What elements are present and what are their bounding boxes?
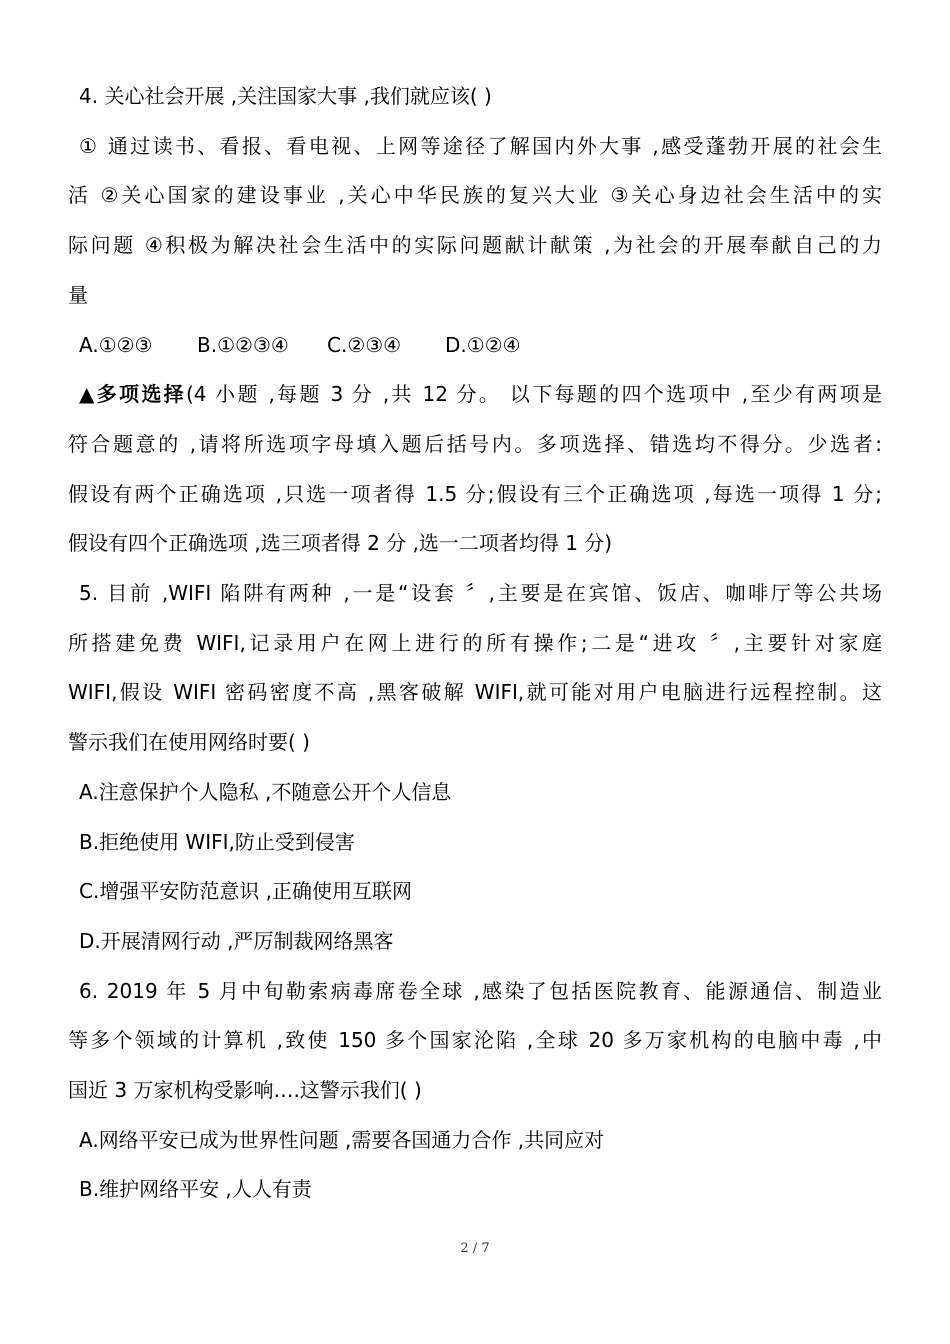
q5-line-2: 所搭建免费 WIFI,记录用户在网上进行的所有操作;二是“进攻 〞,主要针对家庭 <box>68 630 882 655</box>
q5-option-a: A.注意保护个人隐私 ,不随意公开个人信息 <box>79 779 452 804</box>
q4-option-c: C.②③④ <box>327 332 402 357</box>
q6-line-1: 6. 2019 年 5 月中旬勒索病毒席卷全球 ,感染了包括医院教育、能源通信、制造业 <box>79 978 882 1003</box>
section-instructions-2: 符合题意的 ,请将所选项字母填入题后括号内。多项选择、错选均不得分。少选者: <box>68 431 882 456</box>
page-number: 2 / 7 <box>460 1241 490 1256</box>
section-title: ▲多项选择 <box>79 382 186 407</box>
q5-line-1: 5. 目前 ,WIFI 陷阱有两种 ,一是“设套 〞,主要是在宾馆、饭店、咖啡厅等公共场 <box>79 581 882 606</box>
q4-options <box>68 321 882 371</box>
q4-option-d: D.①②④ <box>445 332 521 357</box>
q4-option-a: A.①②③ <box>79 332 153 357</box>
section-header <box>68 370 882 420</box>
q4-line-4: 量 <box>68 282 88 307</box>
section-instructions-4: 假设有四个正确选项 ,选三项者得 2 分 ,选一二项者均得 1 分) <box>68 531 613 556</box>
q4-line-2: 活 ②关心国家的建设事业 ,关心中华民族的复兴大业 ③关心身边社会生活中的实 <box>68 183 882 208</box>
q4-option-b: B.①②③④ <box>197 332 289 357</box>
q5-option-b: B.拒绝使用 WIFI,防止受到侵害 <box>79 829 355 854</box>
q6-option-b: B.维护网络平安 ,人人有责 <box>79 1177 312 1202</box>
q4-line-3: 际问题 ④积极为解决社会生活中的实际问题献计献策 ,为社会的开展奉献自己的力 <box>68 233 882 258</box>
document-page <box>68 72 882 1215</box>
q5-option-c: C.增强平安防范意识 ,正确使用互联网 <box>79 879 413 904</box>
q6-line-3: 国近 3 万家机构受影响….这警示我们( ) <box>68 1078 422 1103</box>
q5-line-3: WIFI,假设 WIFI 密码密度不高 ,黑客破解 WIFI,就可能对用户电脑进行远程控制。这 <box>68 680 882 705</box>
q4-stem: 4. 关心社会开展 ,关注国家大事 ,我们就应该( ) <box>79 84 492 108</box>
q6-option-a: A.网络平安已成为世界性问题 ,需要各国通力合作 ,共同应对 <box>79 1127 605 1152</box>
q4-line-1: ① 通过读书、看报、看电视、上网等途径了解国内外大事 ,感受蓬勃开展的社会生 <box>79 133 882 158</box>
section-instructions-3: 假设有两个正确选项 ,只选一项者得 1.5 分;假设有三个正确选项 ,每选一项得 1 分; <box>68 481 882 506</box>
q5-line-4: 警示我们在使用网络时要( ) <box>68 730 310 755</box>
section-instructions-1: (4 小题 ,每题 3 分 ,共 12 分。 以下每题的四个选项中 ,至少有两项是 <box>185 382 882 407</box>
q6-line-2: 等多个领域的计算机 ,致使 150 多个国家沦陷 ,全球 20 多万家机构的电脑中毒 ,中 <box>68 1028 882 1053</box>
q5-option-d: D.开展清网行动 ,严厉制裁网络黑客 <box>79 928 394 953</box>
